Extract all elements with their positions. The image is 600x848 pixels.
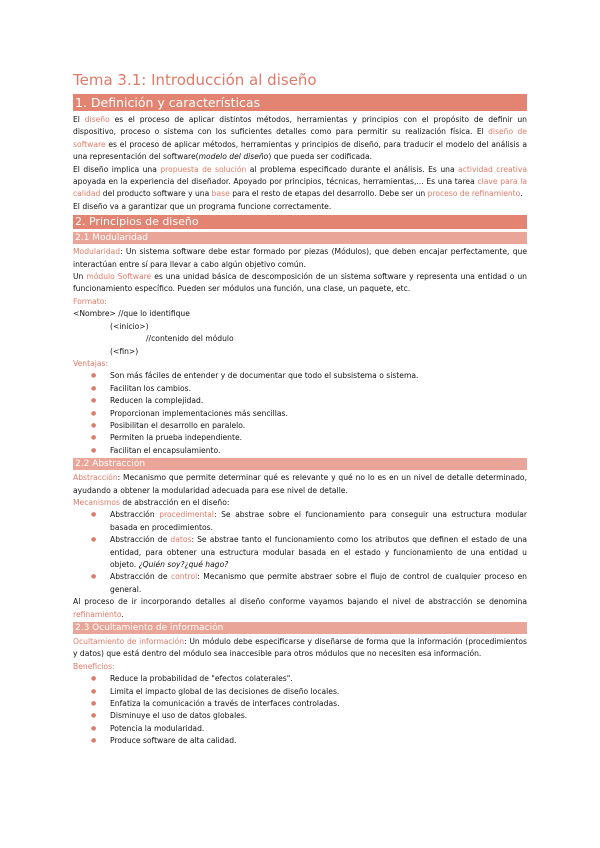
section-heading-principios: 2. Principios de diseño [73,215,527,229]
list-item: ● Abstracción de control: Mecanismo que permite abstraer sobre el flujo de control de cualquier proceso en general. [73,571,527,596]
label-formato: Formato: [73,296,107,306]
paragraph-garantia: El diseño va a garantizar que un programa funcione correctamente. [73,201,332,211]
list-mecanismos [73,509,527,596]
list-item: ● Son más fáciles de entender y de documentar que todo el subsistema o sistema. [73,370,527,382]
paragraph-refinamiento: Al proceso de ir incorporando detalles al diseño conforme vayamos bajando el nivel de abstracción se denomina refinamiento. [73,597,527,619]
paragraph-implicaciones: El diseño implica una propuesta de solución al problema especificado durante el análisis. Es una actividad creativa apoyada en la experiencia del diseñador. Apoyado por principios, técnicas, herramientas,... Es una tarea clave para la calidad del producto software y una base para el resto de etapas del desarrollo. Debe ser un proceso de refinamiento. [73,164,527,199]
list-ventajas [73,370,527,457]
list-item: ● Reducen la complejidad. [73,395,527,407]
paragraph-ocultamiento: Ocultamiento de información: Un módulo debe especificarse y diseñarse de forma que la información (procedimientos y datos) que está dentro del módulo sea inaccesible para otros módulos que no necesiten esa información. [73,637,527,659]
label-beneficios: Beneficios: [73,661,115,671]
code-line-inicio: (<inicio>) [110,321,149,331]
code-line-contenido: //contenido del módulo [146,334,234,344]
section-heading-definicion: 1. Definición y características [73,94,527,111]
list-item: ● Facilitan el encapsulamiento. [73,445,527,457]
list-item: ● Potencia la modularidad. [73,723,527,735]
list-item: ● Posibilitan el desarrollo en paralelo. [73,420,527,432]
code-line-fin: (<fin>) [110,346,139,356]
subsection-heading-abstraccion: 2.2 Abstracción [73,458,527,470]
list-item: ● Produce software de alta calidad. [73,735,527,747]
paragraph-modularidad: Modularidad: Un sistema software debe estar formado por piezas (Módulos), que deben encajar perfectamente, que interactúan entre sí para llevar a cabo algún objetivo común. [73,247,527,269]
paragraph-modulo-software: Un módulo Software es una unidad básica de descomposición de un sistema software y representa una entidad o un funcionamiento específico. Pueden ser módulos una función, una clase, un paquete, etc. [73,272,527,294]
list-item: ● Abstracción procedimental: Se abstrae sobre el funcionamiento para conseguir una estructura modular basada en procedimientos. [73,509,527,534]
paragraph-definicion-diseno: El diseño es el proceso de aplicar distintos métodos, herramientas y principios con el propósito de definir un dispositivo, proceso o sistema con los suficientes detalles como para permitir su realización física. El diseño de software es el proceso de aplicar métodos, herramientas y principios de diseño, para traducir el modelo del análisis a una representación del software(modelo del diseño) que pueda ser codificada. [73,115,527,162]
list-item: ● Enfatiza la comunicación a través de interfaces controladas. [73,698,527,710]
paragraph-abstraccion: Abstracción: Mecanismo que permite determinar qué es relevante y qué no lo es en un nivel de detalle determinado, ayudando a obtener la modularidad adecuada para ese nivel de detalle. [73,473,527,495]
code-line-nombre: <Nombre> //que lo identifique [73,309,190,319]
subsection-heading-modularidad: 2.1 Modularidad [73,232,527,244]
list-beneficios [73,673,527,747]
list-item: ● Proporcionan implementaciones más sencillas. [73,408,527,420]
label-ventajas: Ventajas: [73,358,108,368]
list-item: ● Abstracción de datos: Se abstrae tanto el funcionamiento como los atributos que definen el estado de una entidad, para obtener una estructura modular basada en el estado y funcionamiento de una entidad u objeto. ¿Quién soy?¿qué hago? [73,534,527,571]
list-item: ● Permiten la prueba independiente. [73,432,527,444]
list-item: ● Limita el impacto global de las decisiones de diseño locales. [73,686,527,698]
subsection-heading-ocultamiento: 2.3 Ocultamiento de información [73,622,527,634]
page-title: Tema 3.1: Introducción al diseño [73,71,317,89]
list-item: ● Disminuye el uso de datos globales. [73,710,527,722]
label-mecanismos: Mecanismos de abstracción en el diseño: [73,497,230,507]
list-item: ● Facilitan los cambios. [73,383,527,395]
list-item: ● Reduce la probabilidad de "efectos colaterales". [73,673,527,685]
